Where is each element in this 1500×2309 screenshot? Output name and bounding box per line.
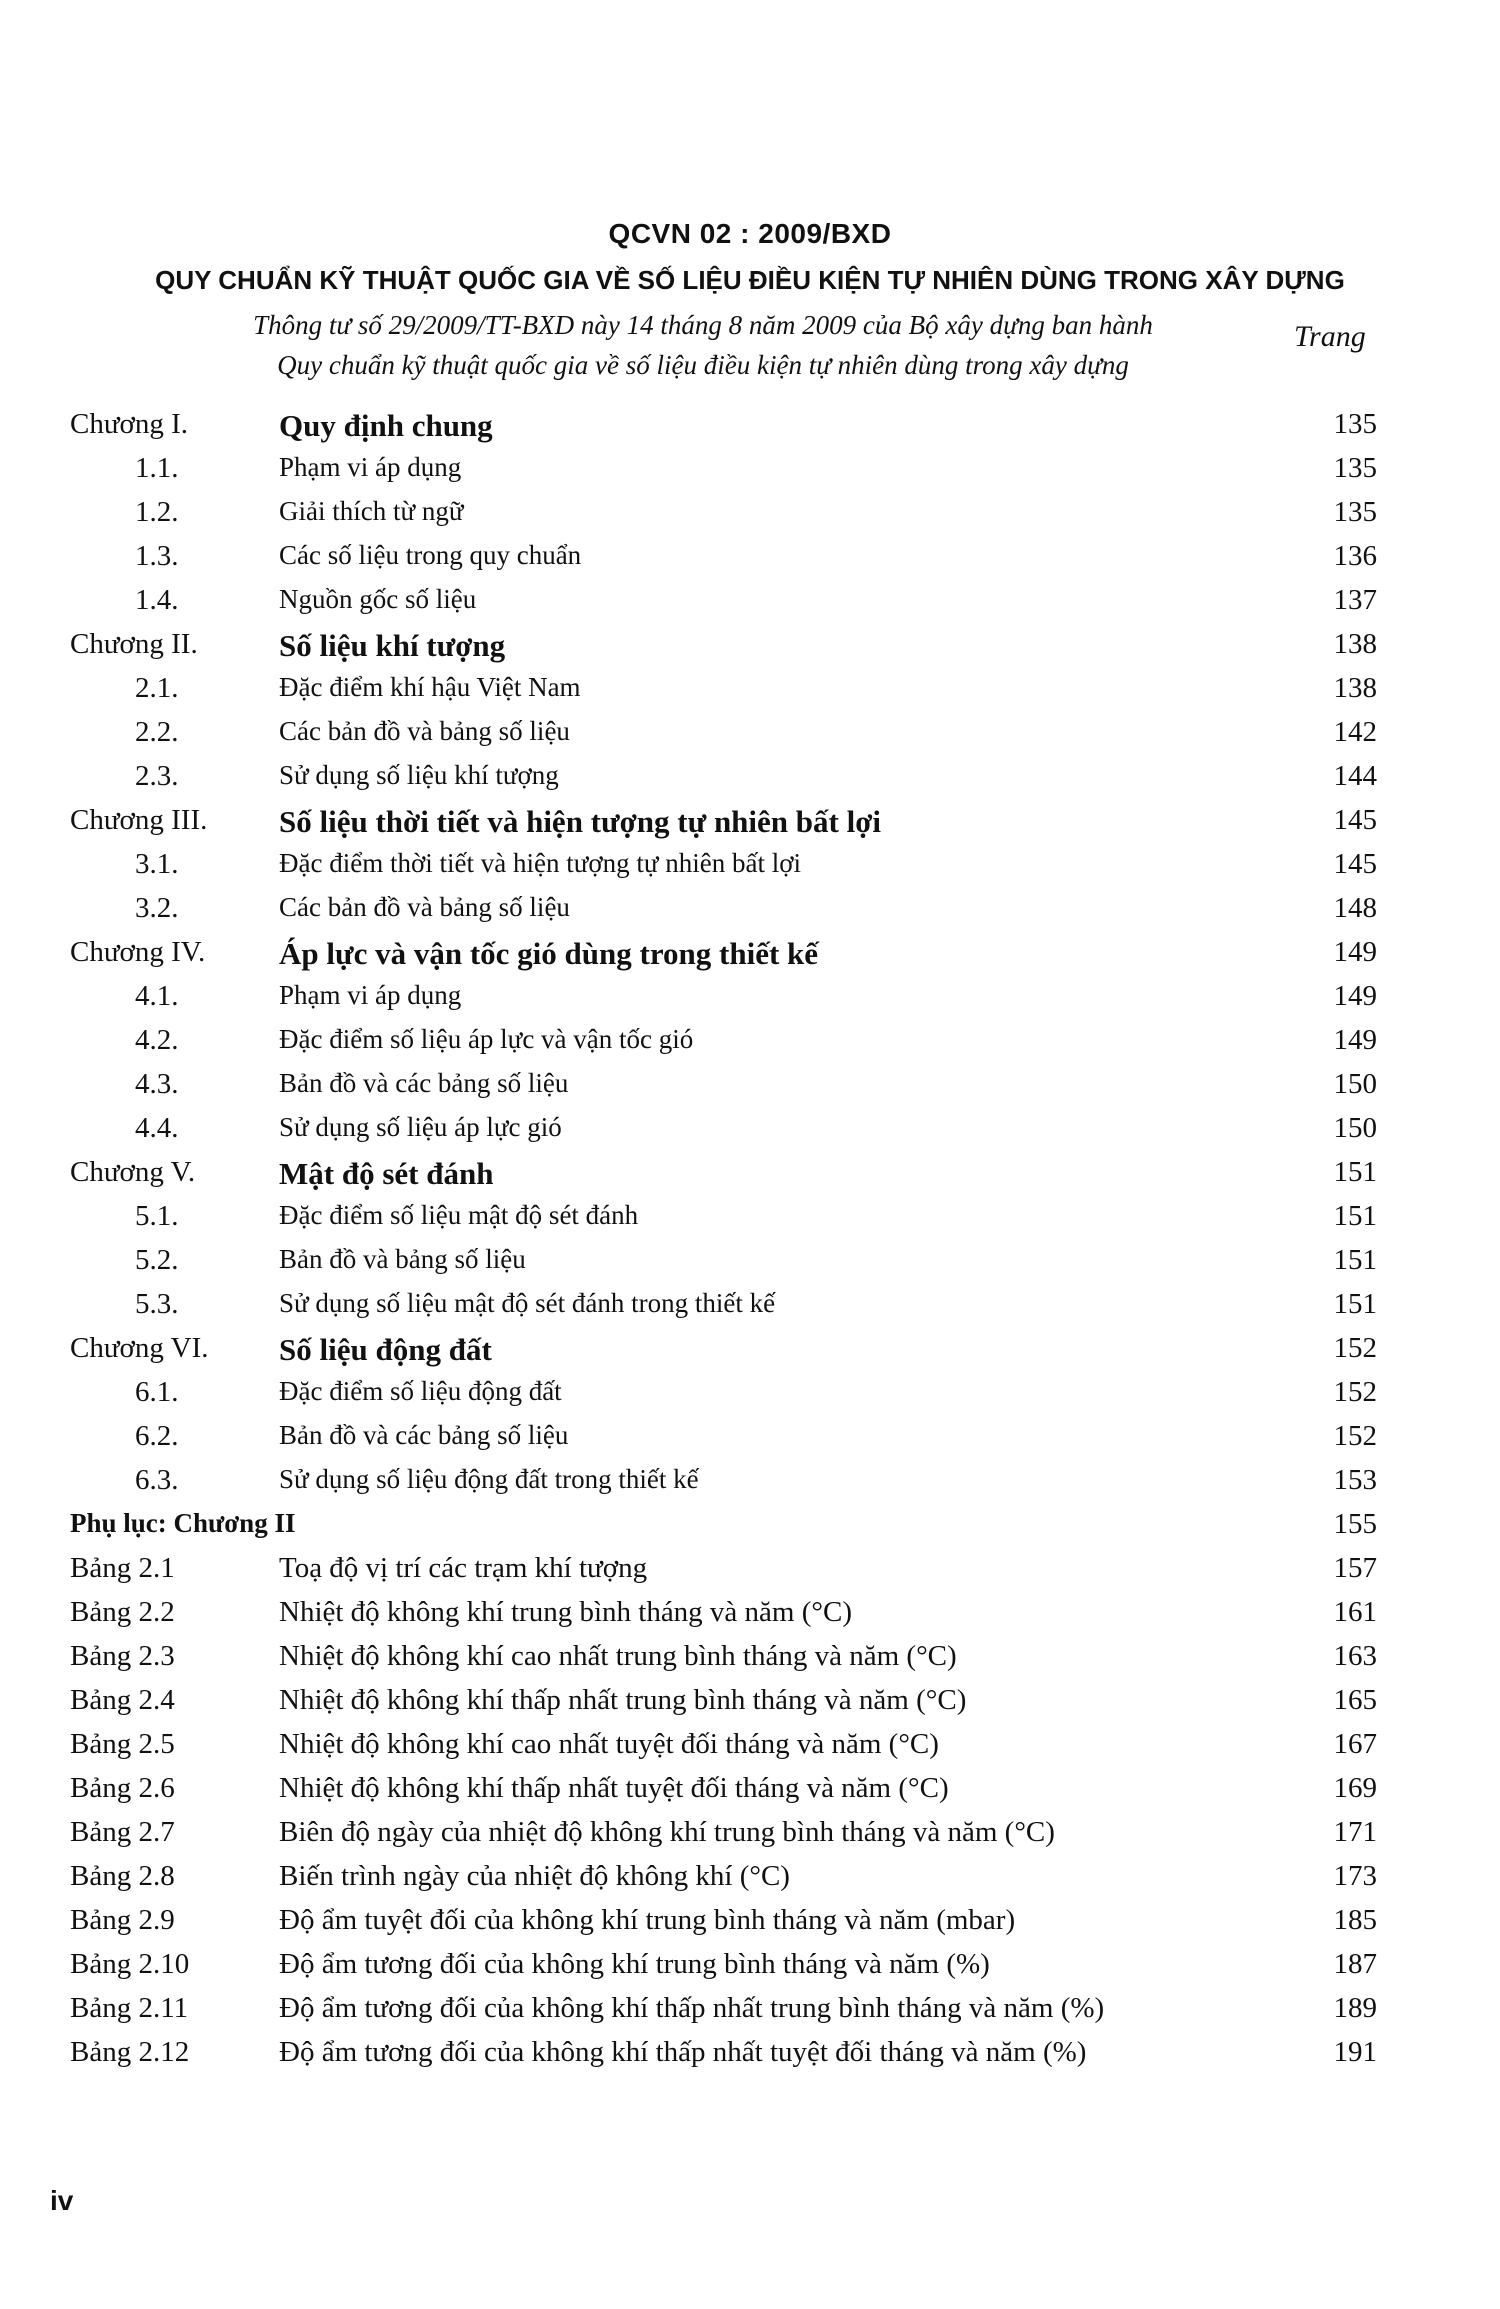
toc-entry bbox=[0, 1064, 1500, 1108]
toc-entry bbox=[0, 1416, 1500, 1460]
toc-entry-page: 135 bbox=[1333, 408, 1377, 440]
toc-entry-number: 6.1. bbox=[135, 1376, 179, 1408]
toc-entry-title: Các số liệu trong quy chuẩn bbox=[279, 540, 582, 570]
toc-entry-title: Độ ẩm tuyệt đối của không khí trung bình tháng và năm (mbar) bbox=[279, 1904, 1016, 1936]
toc-entry-page: 157 bbox=[1333, 1552, 1377, 1584]
toc-entry-page: 135 bbox=[1333, 452, 1377, 484]
toc-entry bbox=[0, 1856, 1500, 1900]
toc-entry-title: Quy định chung bbox=[279, 408, 493, 443]
toc-entry bbox=[0, 1724, 1500, 1768]
toc-entry-number: 3.1. bbox=[135, 848, 179, 880]
toc-entry-page: 187 bbox=[1333, 1948, 1377, 1980]
toc-entry-title: Sử dụng số liệu khí tượng bbox=[279, 760, 559, 790]
toc-entry-title: Biên độ ngày của nhiệt độ không khí trung bình tháng và năm (°C) bbox=[279, 1816, 1055, 1848]
toc-entry bbox=[0, 1592, 1500, 1636]
toc-entry bbox=[0, 1372, 1500, 1416]
toc-entry-title: Các bản đồ và bảng số liệu bbox=[279, 892, 570, 922]
toc-entry bbox=[0, 1944, 1500, 1988]
toc-entry bbox=[0, 976, 1500, 1020]
toc-entry-page: 145 bbox=[1333, 804, 1377, 836]
toc-entry-title: Đặc điểm số liệu mật độ sét đánh bbox=[279, 1200, 639, 1230]
toc-entry-number: 2.1. bbox=[135, 672, 179, 704]
toc-entry-title: Độ ẩm tương đối của không khí thấp nhất tuyệt đối tháng và năm (%) bbox=[279, 2036, 1087, 2068]
toc-entry-page: 152 bbox=[1333, 1376, 1377, 1408]
toc-entry bbox=[0, 1768, 1500, 1812]
toc-entry-title: Sử dụng số liệu mật độ sét đánh trong thiết kế bbox=[279, 1288, 776, 1318]
toc-entry-title: Bản đồ và các bảng số liệu bbox=[279, 1420, 569, 1450]
toc-entry-title: Các bản đồ và bảng số liệu bbox=[279, 716, 570, 746]
toc-entry-number: 3.2. bbox=[135, 892, 179, 924]
toc-entry-page: 173 bbox=[1333, 1860, 1377, 1892]
toc-entry-number: Bảng 2.4 bbox=[70, 1684, 175, 1716]
toc-entry-number: Bảng 2.1 bbox=[70, 1552, 175, 1584]
toc-entry-title: Nhiệt độ không khí cao nhất trung bình tháng và năm (°C) bbox=[279, 1640, 957, 1672]
toc-entry-page: 135 bbox=[1333, 496, 1377, 528]
toc-entry bbox=[0, 492, 1500, 536]
toc-entry-title: Nhiệt độ không khí cao nhất tuyệt đối tháng và năm (°C) bbox=[279, 1728, 939, 1760]
toc-entry-page: 145 bbox=[1333, 848, 1377, 880]
toc-entry-page: 155 bbox=[1333, 1508, 1377, 1540]
toc-entry-number: 1.4. bbox=[135, 584, 179, 616]
toc-entry-page: 167 bbox=[1333, 1728, 1377, 1760]
toc-entry-number: Bảng 2.7 bbox=[70, 1816, 175, 1848]
toc-entry-number: Bảng 2.6 bbox=[70, 1772, 175, 1804]
toc-entry-title: Đặc điểm số liệu động đất bbox=[279, 1376, 562, 1406]
toc-entry-page: 137 bbox=[1333, 584, 1377, 616]
toc-entry-title: Giải thích từ ngữ bbox=[279, 496, 464, 526]
toc-entry-title: Nhiệt độ không khí thấp nhất tuyệt đối tháng và năm (°C) bbox=[279, 1772, 949, 1804]
toc-entry bbox=[0, 1548, 1500, 1592]
toc-entry-page: 185 bbox=[1333, 1904, 1377, 1936]
toc-entry-title: Đặc điểm khí hậu Việt Nam bbox=[279, 672, 581, 702]
toc-entry-page: 149 bbox=[1333, 980, 1377, 1012]
toc-entry bbox=[0, 1196, 1500, 1240]
toc-entry-page: 152 bbox=[1333, 1332, 1377, 1364]
toc-entry-page: 138 bbox=[1333, 628, 1377, 660]
toc-entry bbox=[0, 756, 1500, 800]
toc-entry-page: 136 bbox=[1333, 540, 1377, 572]
toc-entry bbox=[0, 404, 1500, 448]
toc-entry-number: 2.3. bbox=[135, 760, 179, 792]
toc-entry-page: 149 bbox=[1333, 1024, 1377, 1056]
toc-entry-page: 148 bbox=[1333, 892, 1377, 924]
toc-entry-page: 152 bbox=[1333, 1420, 1377, 1452]
toc-entry-title: Toạ độ vị trí các trạm khí tượng bbox=[279, 1552, 648, 1584]
toc-entry-number: 4.4. bbox=[135, 1112, 179, 1144]
toc-entry-number: 4.1. bbox=[135, 980, 179, 1012]
table-of-contents bbox=[0, 404, 1500, 2076]
toc-entry-number: Bảng 2.10 bbox=[70, 1948, 190, 1980]
toc-entry-page: 171 bbox=[1333, 1816, 1377, 1848]
toc-entry-page: 151 bbox=[1333, 1200, 1377, 1232]
toc-entry bbox=[0, 1460, 1500, 1504]
toc-entry-page: 153 bbox=[1333, 1464, 1377, 1496]
toc-entry-number: 6.3. bbox=[135, 1464, 179, 1496]
toc-entry-page: 191 bbox=[1333, 2036, 1377, 2068]
toc-entry-title: Nhiệt độ không khí trung bình tháng và năm (°C) bbox=[279, 1596, 852, 1628]
toc-entry-title: Nguồn gốc số liệu bbox=[279, 584, 477, 614]
toc-entry-title: Số liệu thời tiết và hiện tượng tự nhiên bất lợi bbox=[279, 804, 881, 839]
document-title: QUY CHUẨN KỸ THUẬT QUỐC GIA VỀ SỐ LIỆU ĐIỀU KIỆN TỰ NHIÊN DÙNG TRONG XÂY DỰNG bbox=[155, 265, 1345, 295]
toc-entry bbox=[0, 712, 1500, 756]
toc-entry-page: 151 bbox=[1333, 1156, 1377, 1188]
toc-entry-title: Đặc điểm số liệu áp lực và vận tốc gió bbox=[279, 1024, 694, 1054]
toc-entry bbox=[0, 2032, 1500, 2076]
toc-entry-number: 2.2. bbox=[135, 716, 179, 748]
toc-entry-number: Bảng 2.9 bbox=[70, 1904, 175, 1936]
toc-entry-page: 138 bbox=[1333, 672, 1377, 704]
toc-entry bbox=[0, 1328, 1500, 1372]
toc-entry bbox=[0, 536, 1500, 580]
toc-entry-title: Số liệu khí tượng bbox=[279, 628, 506, 663]
toc-entry bbox=[0, 580, 1500, 624]
toc-entry-title: Sử dụng số liệu động đất trong thiết kế bbox=[279, 1464, 699, 1494]
toc-entry-page: 163 bbox=[1333, 1640, 1377, 1672]
toc-entry bbox=[0, 844, 1500, 888]
toc-entry-number: Bảng 2.8 bbox=[70, 1860, 175, 1892]
toc-entry-page: 142 bbox=[1333, 716, 1377, 748]
page-column-label: Trang bbox=[1294, 320, 1366, 353]
toc-entry-number: 5.2. bbox=[135, 1244, 179, 1276]
toc-entry bbox=[0, 1988, 1500, 2032]
intro-line-2: Quy chuẩn kỹ thuật quốc gia về số liệu điều kiện tự nhiên dùng trong xây dựng bbox=[277, 350, 1129, 380]
toc-entry bbox=[0, 1152, 1500, 1196]
toc-entry-number: 5.3. bbox=[135, 1288, 179, 1320]
toc-entry bbox=[0, 1900, 1500, 1944]
toc-entry-number: Chương III. bbox=[70, 804, 208, 836]
toc-entry-title: Phạm vi áp dụng bbox=[279, 452, 462, 482]
toc-entry-number: Chương VI. bbox=[70, 1332, 209, 1364]
toc-entry-title: Phụ lục: Chương II bbox=[70, 1508, 296, 1538]
toc-entry-number: Bảng 2.5 bbox=[70, 1728, 175, 1760]
page-title: QCVN 02 : 2009/BXD bbox=[608, 218, 892, 249]
toc-entry bbox=[0, 448, 1500, 492]
toc-entry-page: 161 bbox=[1333, 1596, 1377, 1628]
toc-entry-number: Bảng 2.3 bbox=[70, 1640, 175, 1672]
toc-entry-page: 189 bbox=[1333, 1992, 1377, 2024]
toc-entry-number: 4.3. bbox=[135, 1068, 179, 1100]
toc-entry bbox=[0, 1504, 1500, 1548]
toc-entry bbox=[0, 1108, 1500, 1152]
toc-entry bbox=[0, 1284, 1500, 1328]
toc-entry-page: 149 bbox=[1333, 936, 1377, 968]
toc-entry-title: Độ ẩm tương đối của không khí thấp nhất trung bình tháng và năm (%) bbox=[279, 1992, 1105, 2024]
toc-entry-title: Nhiệt độ không khí thấp nhất trung bình tháng và năm (°C) bbox=[279, 1684, 967, 1716]
toc-entry-page: 151 bbox=[1333, 1244, 1377, 1276]
page-number: iv bbox=[50, 2185, 74, 2216]
toc-entry-number: Bảng 2.11 bbox=[70, 1992, 189, 2024]
intro-line-1: Thông tư số 29/2009/TT-BXD này 14 tháng 8 năm 2009 của Bộ xây dựng ban hành bbox=[253, 310, 1153, 340]
toc-entry bbox=[0, 668, 1500, 712]
toc-entry-title: Đặc điểm thời tiết và hiện tượng tự nhiên bất lợi bbox=[279, 848, 801, 878]
toc-entry-page: 165 bbox=[1333, 1684, 1377, 1716]
intro-text bbox=[128, 305, 1278, 385]
toc-entry-number: 1.2. bbox=[135, 496, 179, 528]
toc-entry-number: Bảng 2.12 bbox=[70, 2036, 190, 2068]
toc-entry-number: 5.1. bbox=[135, 1200, 179, 1232]
toc-entry-title: Mật độ sét đánh bbox=[279, 1156, 494, 1191]
toc-entry-page: 150 bbox=[1333, 1112, 1377, 1144]
toc-entry bbox=[0, 1240, 1500, 1284]
toc-entry-title: Phạm vi áp dụng bbox=[279, 980, 462, 1010]
toc-entry-title: Bản đồ và bảng số liệu bbox=[279, 1244, 526, 1274]
toc-entry bbox=[0, 1636, 1500, 1680]
toc-entry-title: Độ ẩm tương đối của không khí trung bình tháng và năm (%) bbox=[279, 1948, 990, 1980]
toc-entry-number: 4.2. bbox=[135, 1024, 179, 1056]
toc-entry-number: Bảng 2.2 bbox=[70, 1596, 175, 1628]
toc-entry bbox=[0, 1020, 1500, 1064]
toc-entry bbox=[0, 888, 1500, 932]
toc-entry-number: Chương V. bbox=[70, 1156, 196, 1188]
toc-entry-page: 150 bbox=[1333, 1068, 1377, 1100]
toc-entry-number: 6.2. bbox=[135, 1420, 179, 1452]
toc-entry-page: 144 bbox=[1333, 760, 1377, 792]
toc-entry-number: 1.1. bbox=[135, 452, 179, 484]
toc-entry-page: 151 bbox=[1333, 1288, 1377, 1320]
toc-entry bbox=[0, 1680, 1500, 1724]
toc-entry-number: Chương II. bbox=[70, 628, 198, 660]
toc-entry-number: 1.3. bbox=[135, 540, 179, 572]
toc-entry bbox=[0, 932, 1500, 976]
toc-entry-title: Bản đồ và các bảng số liệu bbox=[279, 1068, 569, 1098]
toc-entry-title: Biến trình ngày của nhiệt độ không khí (°C) bbox=[279, 1860, 790, 1892]
toc-entry-title: Sử dụng số liệu áp lực gió bbox=[279, 1112, 562, 1142]
toc-entry bbox=[0, 1812, 1500, 1856]
toc-entry-title: Áp lực và vận tốc gió dùng trong thiết kế bbox=[279, 936, 819, 971]
toc-entry-number: Chương IV. bbox=[70, 936, 206, 968]
toc-entry-title: Số liệu động đất bbox=[279, 1332, 492, 1367]
toc-entry-page: 169 bbox=[1333, 1772, 1377, 1804]
toc-entry bbox=[0, 624, 1500, 668]
toc-entry bbox=[0, 800, 1500, 844]
toc-entry-number: Chương I. bbox=[70, 408, 189, 440]
